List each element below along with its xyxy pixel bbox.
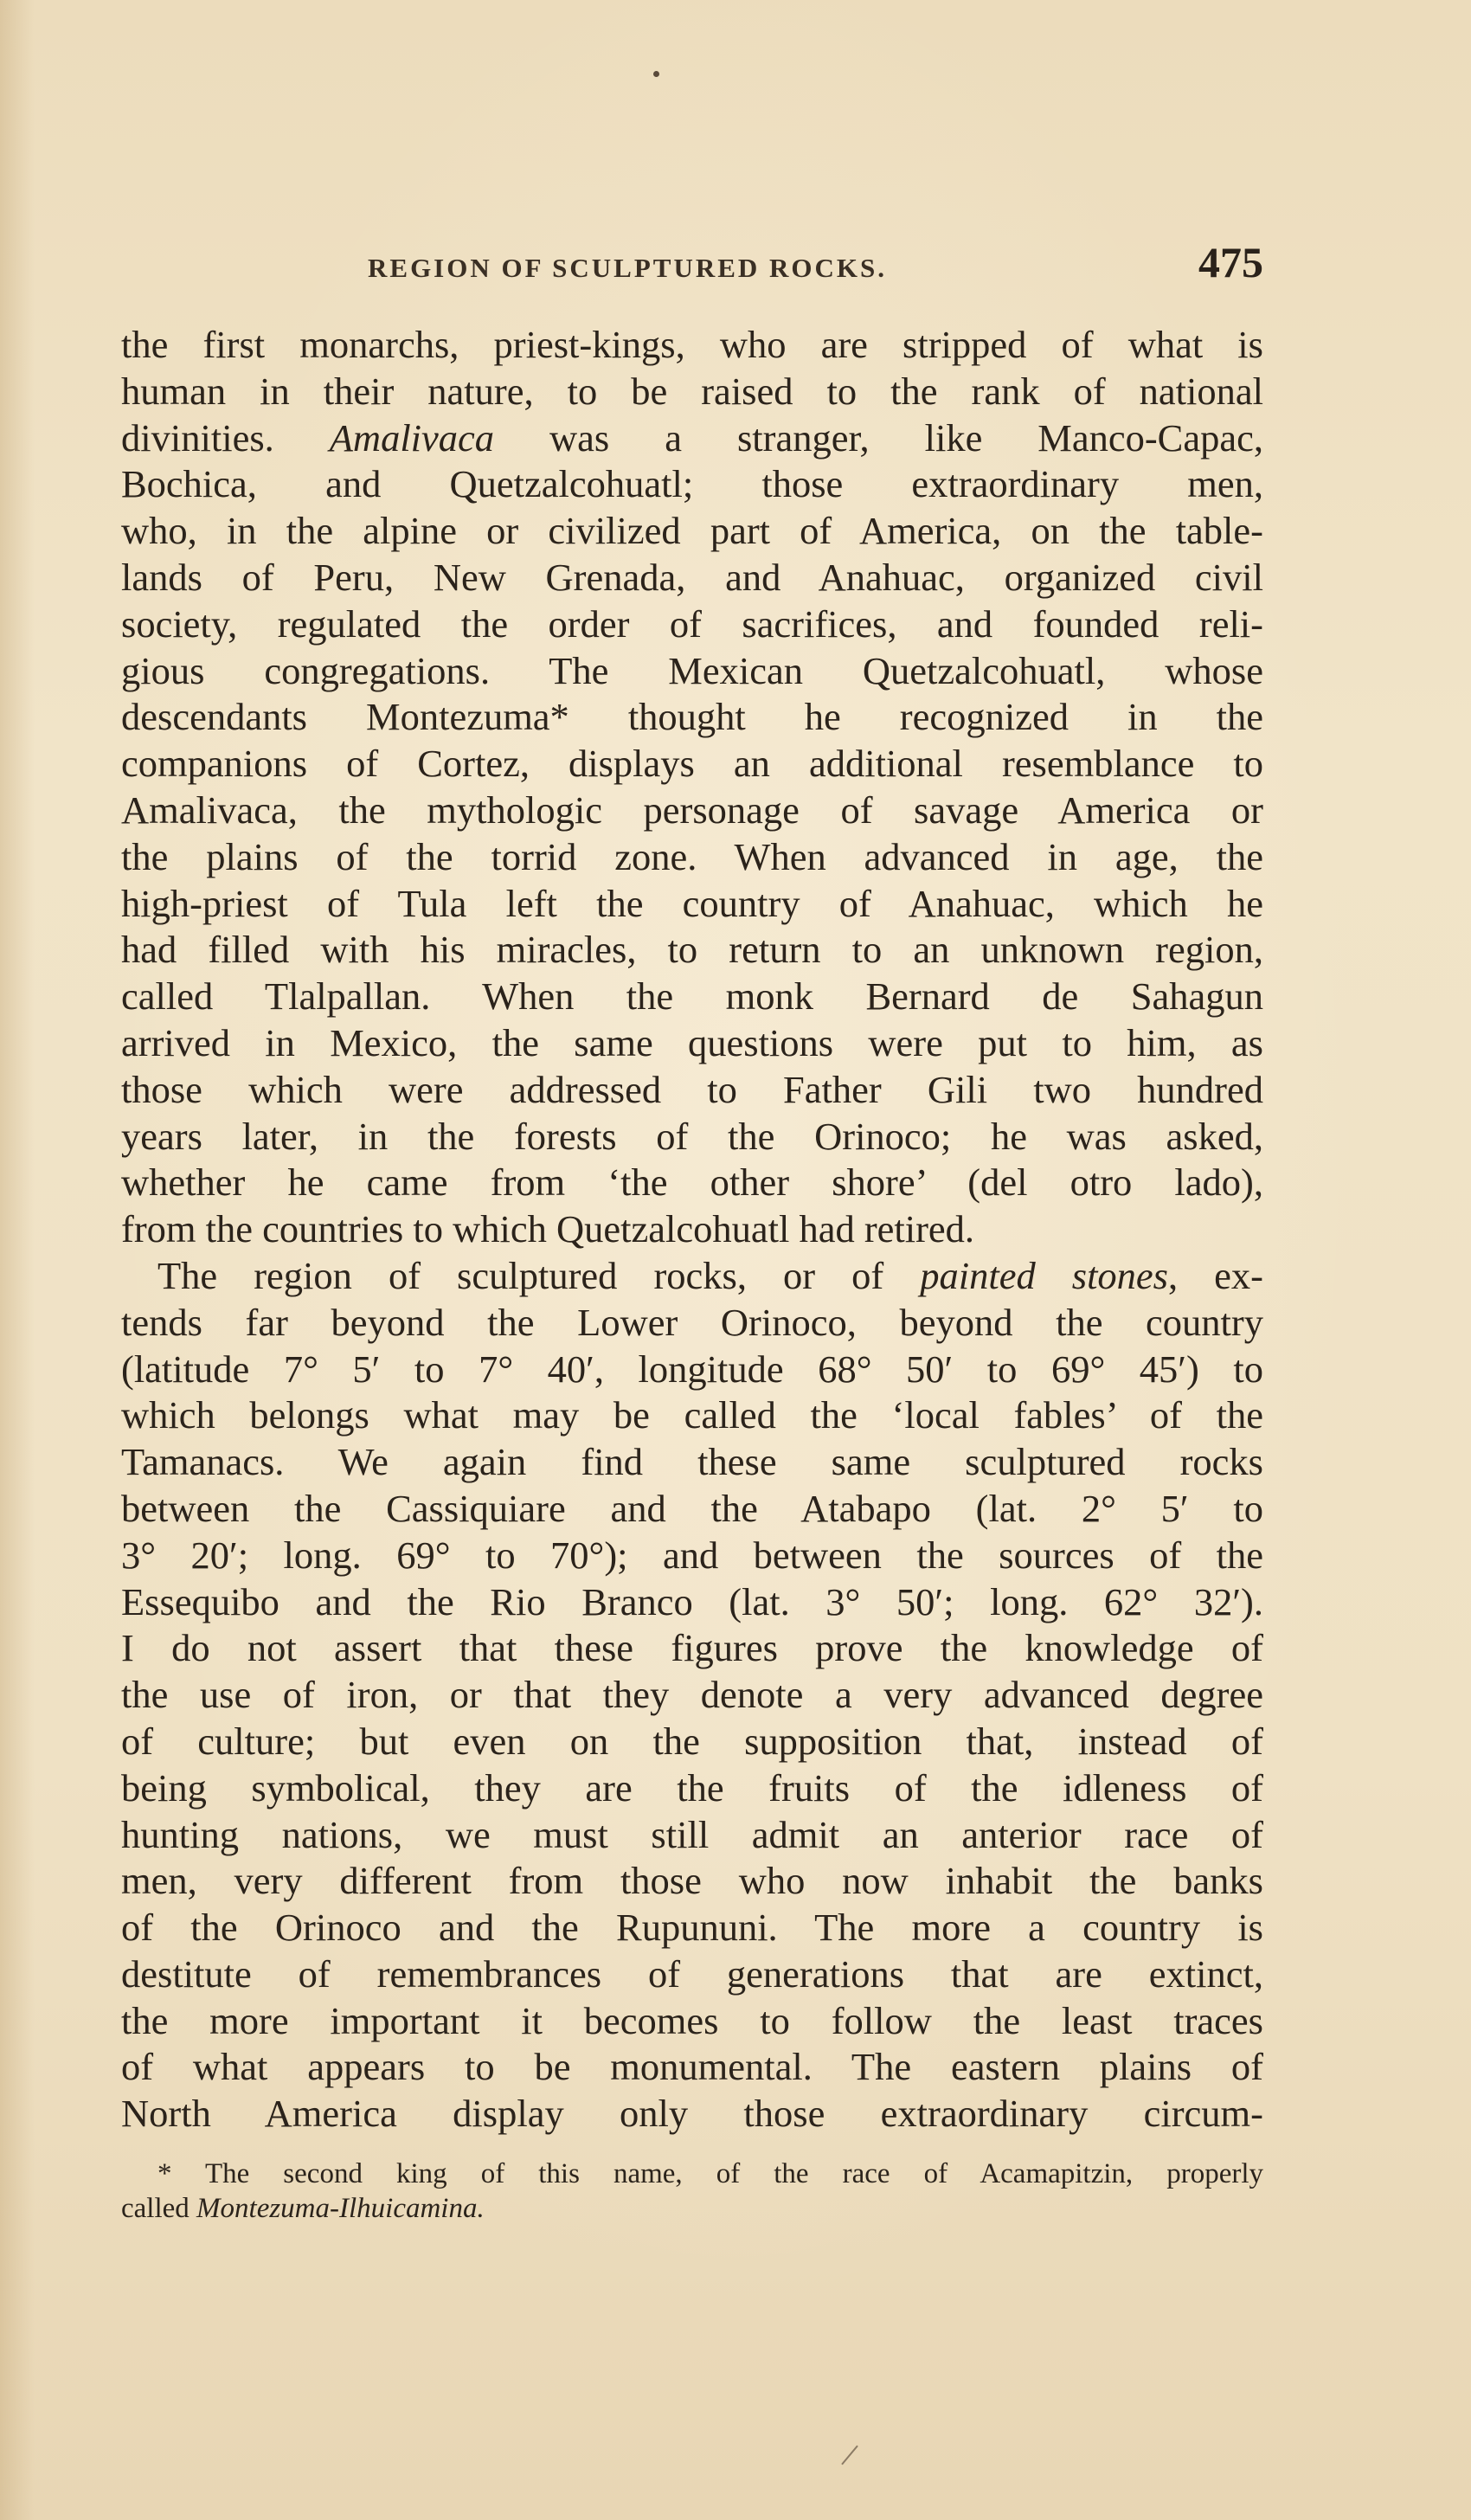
text-line	[121, 1625, 1263, 1672]
text-segment: which belongs what may be called the ‘local fables’ of the	[121, 1393, 1263, 1437]
text-segment: the more important it becomes to follow the least traces	[121, 1998, 1263, 2042]
text-segment: of what appears to be monumental. The eastern plains of	[121, 2045, 1263, 2089]
running-head: REGION OF SCULPTURED ROCKS.	[368, 253, 888, 283]
text-segment: 3° 20′; long. 69° to 70°); and between the sources of the	[121, 1533, 1263, 1577]
text-line	[121, 2091, 1263, 2138]
footnote-italic-name: Montezuma-Ilhuicamina.	[196, 2193, 485, 2224]
page-header	[121, 234, 1263, 294]
text-segment: (latitude 7° 5′ to 7° 40′, longitude 68° 50′ to 69° 45′) to	[121, 1347, 1263, 1391]
text-segment: Bochica, and Quetzalcohuatl; those extraordinary men,	[121, 462, 1263, 506]
text-segment: divinities.	[121, 415, 330, 460]
text-line	[121, 1392, 1263, 1439]
text-line	[121, 927, 1263, 974]
text-line	[121, 974, 1263, 1020]
text-line	[121, 461, 1263, 508]
footnote-line: * The second king of this name, of the race of Acamapitzin, properly	[157, 2158, 1263, 2189]
text-segment: between the Cassiquiare and the Atabapo (lat. 2° 5′ to	[121, 1486, 1263, 1530]
text-line	[121, 1439, 1263, 1486]
italic-text: painted stones	[920, 1253, 1169, 1297]
footnote	[121, 2157, 1263, 2226]
footnote-line	[121, 2191, 1263, 2226]
text-segment: society, regulated the order of sacrifices, and founded reli-	[121, 601, 1263, 646]
ink-speck	[653, 71, 659, 77]
text-segment: Essequibo and the Rio Branco (lat. 3° 50′; long. 62° 32′).	[121, 1579, 1263, 1623]
text-segment: destitute of remembrances of generations that are extinct,	[121, 1951, 1263, 1996]
text-segment: being symbolical, they are the fruits of the idleness of	[121, 1765, 1263, 1810]
text-segment: who, in the alpine or civilized part of America, on the table-	[121, 509, 1263, 553]
text-segment: men, very different from those who now inhabit the banks	[121, 1859, 1263, 1903]
text-line	[121, 601, 1263, 648]
text-line	[121, 1998, 1263, 2045]
text-line	[121, 1672, 1263, 1719]
text-line	[121, 508, 1263, 555]
text-line	[121, 1579, 1263, 1626]
page-number: 475	[1198, 238, 1263, 286]
text-segment: whether he came from ‘the other shore’ (del otro lado),	[121, 1160, 1263, 1205]
text-line	[121, 555, 1263, 601]
text-line	[121, 1020, 1263, 1067]
text-line	[121, 1160, 1263, 1206]
text-line	[121, 1858, 1263, 1905]
text-segment: of the Orinoco and the Rupununi. The more a country is	[121, 1906, 1263, 1950]
text-segment: I do not assert that these figures prove the knowledge of	[121, 1626, 1263, 1670]
text-line	[121, 1300, 1263, 1347]
text-segment: companions of Cortez, displays an additional resemblance to	[121, 742, 1263, 786]
text-segment: high-priest of Tula left the country of Anahuac, which he	[121, 881, 1263, 925]
text-line	[121, 881, 1263, 928]
text-line	[121, 788, 1263, 834]
text-segment: from the countries to which Quetzalcohuatl had retired.	[121, 1207, 975, 1251]
text-line	[121, 1206, 1263, 1253]
text-line	[121, 322, 1263, 369]
text-segment: of culture; but even on the supposition that, instead of	[121, 1719, 1263, 1763]
text-segment: the use of iron, or that they denote a very advanced degree	[121, 1673, 1263, 1717]
text-segment: Amalivaca, the mythologic personage of savage America or	[121, 788, 1263, 832]
text-line	[121, 1719, 1263, 1765]
text-segment: years later, in the forests of the Orinoco; he was asked,	[121, 1114, 1263, 1158]
text-segment: lands of Peru, New Grenada, and Anahuac, organized civil	[121, 555, 1263, 599]
text-line	[121, 1253, 1263, 1300]
text-line	[121, 1905, 1263, 1951]
text-line	[121, 694, 1263, 741]
text-line	[121, 1765, 1263, 1812]
text-segment: The region of sculptured rocks, or of	[157, 1253, 921, 1297]
text-line	[121, 1533, 1263, 1579]
text-segment: was a stranger, like Manco-Capac,	[494, 415, 1263, 460]
italic-text: Amalivaca	[329, 415, 495, 460]
text-segment: Tamanacs. We again find these same sculptured rocks	[121, 1440, 1263, 1484]
text-line	[121, 648, 1263, 695]
text-segment: tends far beyond the Lower Orinoco, beyond the country	[121, 1300, 1263, 1344]
text-line	[121, 2044, 1263, 2091]
text-segment: , ex-	[1168, 1253, 1264, 1297]
pencil-mark	[841, 2446, 858, 2465]
text-line	[121, 834, 1263, 881]
footnote-text: called	[121, 2193, 197, 2224]
text-segment: gious congregations. The Mexican Quetzalcohuatl, whose	[121, 648, 1263, 692]
text-segment: descendants Montezuma* thought he recognized in the	[121, 695, 1263, 739]
text-segment: North America display only those extraordinary circum-	[121, 2092, 1263, 2136]
text-line	[121, 1114, 1263, 1160]
text-segment: the first monarchs, priest-kings, who are stripped of what is	[121, 323, 1263, 366]
page-edge-shadow	[0, 0, 35, 2520]
text-segment: those which were addressed to Father Gili two hundred	[121, 1067, 1263, 1111]
text-segment: had filled with his miracles, to return to an unknown region,	[121, 928, 1263, 972]
text-line	[121, 369, 1263, 415]
text-segment: called Tlalpallan. When the monk Bernard de Sahagun	[121, 974, 1263, 1019]
text-line	[121, 1951, 1263, 1998]
text-segment: hunting nations, we must still admit an anterior race of	[121, 1812, 1263, 1856]
text-line	[121, 415, 1263, 462]
text-line	[121, 1486, 1263, 1533]
text-line	[121, 1812, 1263, 1859]
text-segment: the plains of the torrid zone. When advanced in age, the	[121, 834, 1263, 878]
text-segment: arrived in Mexico, the same questions were put to him, as	[121, 1020, 1263, 1064]
text-line	[121, 1347, 1263, 1393]
text-line	[121, 1067, 1263, 1114]
text-segment: human in their nature, to be raised to the rank of national	[121, 369, 1263, 413]
body-text	[121, 322, 1263, 2138]
text-line	[121, 741, 1263, 788]
